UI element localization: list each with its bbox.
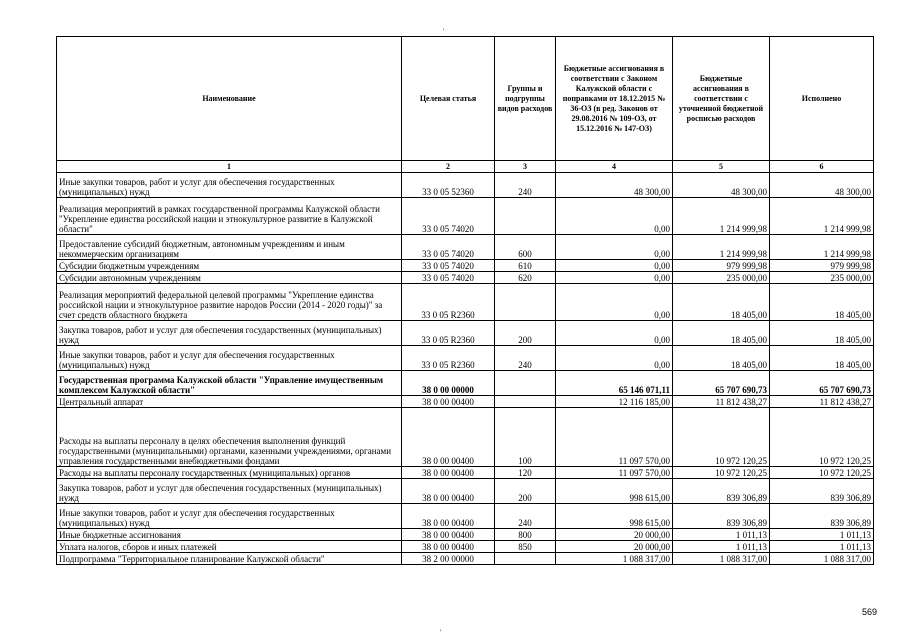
row-target-code: 33 0 05 74020 bbox=[402, 272, 495, 284]
column-number: 4 bbox=[556, 161, 673, 173]
row-list-amount: 1 011,13 bbox=[673, 529, 770, 541]
table-row bbox=[57, 467, 874, 479]
table-row bbox=[57, 396, 874, 408]
row-name: Предоставление субсидий бюджетным, автономным учреждениям и иным некоммерческим организациям bbox=[57, 235, 402, 260]
row-target-code: 33 0 05 R2360 bbox=[402, 346, 495, 371]
row-name: Иные закупки товаров, работ и услуг для обеспечения государственных (муниципальных) нужд bbox=[57, 346, 402, 371]
row-list-amount: 839 306,89 bbox=[673, 504, 770, 529]
table-row bbox=[57, 173, 874, 198]
row-law-amount: 12 116 185,00 bbox=[556, 396, 673, 408]
row-target-code: 33 0 05 R2360 bbox=[402, 284, 495, 321]
row-law-amount: 48 300,00 bbox=[556, 173, 673, 198]
row-law-amount: 0,00 bbox=[556, 284, 673, 321]
row-list-amount: 48 300,00 bbox=[673, 173, 770, 198]
row-executed-amount: 1 011,13 bbox=[770, 529, 874, 541]
table-row bbox=[57, 284, 874, 321]
table-row bbox=[57, 408, 874, 467]
row-name: Центральный аппарат bbox=[57, 396, 402, 408]
row-name: Реализация мероприятий в рамках государственной программы Калужской области "Укрепление единства российской нации и этнокультурное развитие в Калужской области" bbox=[57, 198, 402, 235]
row-name: Расходы на выплаты персоналу в целях обеспечения выполнения функций государственными (муниципальными) органами, казенными учреждениями, органами управления государственными внебюджетными фондами bbox=[57, 408, 402, 467]
row-name: Реализация мероприятий федеральной целевой программы "Укрепление единства российской нации и этнокультурное развитие народов России (2014 - 2020 годы)" за счет средств областного бюджета bbox=[57, 284, 402, 321]
row-expense-group: 610 bbox=[495, 260, 556, 272]
row-law-amount: 0,00 bbox=[556, 272, 673, 284]
row-list-amount: 65 707 690,73 bbox=[673, 371, 770, 396]
row-executed-amount: 48 300,00 bbox=[770, 173, 874, 198]
row-list-amount: 18 405,00 bbox=[673, 284, 770, 321]
row-target-code: 38 0 00 00400 bbox=[402, 408, 495, 467]
row-name: Закупка товаров, работ и услуг для обеспечения государственных (муниципальных) нужд bbox=[57, 479, 402, 504]
row-name: Государственная программа Калужской области "Управление имущественным комплексом Калужской области" bbox=[57, 371, 402, 396]
row-name: Иные закупки товаров, работ и услуг для обеспечения государственных (муниципальных) нужд bbox=[57, 173, 402, 198]
row-list-amount: 18 405,00 bbox=[673, 321, 770, 346]
row-list-amount: 10 972 120,25 bbox=[673, 408, 770, 467]
row-expense-group: 200 bbox=[495, 321, 556, 346]
column-number-row bbox=[57, 161, 874, 173]
header-budget-list-allocations: Бюджетные ассигнования в соответствии с уточненной бюджетной росписью расходов bbox=[673, 37, 770, 161]
row-target-code: 33 0 05 74020 bbox=[402, 198, 495, 235]
scan-speck-top: ' bbox=[443, 27, 445, 36]
row-executed-amount: 235 000,00 bbox=[770, 272, 874, 284]
row-law-amount: 0,00 bbox=[556, 346, 673, 371]
row-target-code: 33 0 05 74020 bbox=[402, 260, 495, 272]
row-law-amount: 0,00 bbox=[556, 321, 673, 346]
row-expense-group: 240 bbox=[495, 504, 556, 529]
row-target-code: 38 0 00 00000 bbox=[402, 371, 495, 396]
row-law-amount: 998 615,00 bbox=[556, 479, 673, 504]
row-executed-amount: 1 214 999,98 bbox=[770, 235, 874, 260]
table-row bbox=[57, 529, 874, 541]
row-law-amount: 20 000,00 bbox=[556, 529, 673, 541]
row-law-amount: 0,00 bbox=[556, 260, 673, 272]
scan-speck-bottom: ' bbox=[440, 628, 442, 637]
row-executed-amount: 18 405,00 bbox=[770, 321, 874, 346]
header-target-article: Целевая статья bbox=[402, 37, 495, 161]
row-list-amount: 18 405,00 bbox=[673, 346, 770, 371]
header-row bbox=[57, 37, 874, 161]
row-executed-amount: 1 088 317,00 bbox=[770, 553, 874, 565]
row-executed-amount: 979 999,98 bbox=[770, 260, 874, 272]
row-name: Субсидии бюджетным учреждениям bbox=[57, 260, 402, 272]
row-name: Закупка товаров, работ и услуг для обеспечения государственных (муниципальных) нужд bbox=[57, 321, 402, 346]
row-target-code: 33 0 05 52360 bbox=[402, 173, 495, 198]
row-expense-group: 800 bbox=[495, 529, 556, 541]
header-name: Наименование bbox=[57, 37, 402, 161]
row-list-amount: 979 999,98 bbox=[673, 260, 770, 272]
row-expense-group bbox=[495, 553, 556, 565]
table-row bbox=[57, 235, 874, 260]
row-target-code: 38 0 00 00400 bbox=[402, 479, 495, 504]
row-executed-amount: 839 306,89 bbox=[770, 504, 874, 529]
header-executed: Исполнено bbox=[770, 37, 874, 161]
row-target-code: 33 0 05 74020 bbox=[402, 235, 495, 260]
row-list-amount: 1 214 999,98 bbox=[673, 235, 770, 260]
row-list-amount: 839 306,89 bbox=[673, 479, 770, 504]
row-list-amount: 10 972 120,25 bbox=[673, 467, 770, 479]
row-law-amount: 11 097 570,00 bbox=[556, 408, 673, 467]
column-number: 6 bbox=[770, 161, 874, 173]
row-list-amount: 1 088 317,00 bbox=[673, 553, 770, 565]
row-executed-amount: 839 306,89 bbox=[770, 479, 874, 504]
row-expense-group: 240 bbox=[495, 346, 556, 371]
row-executed-amount: 11 812 438,27 bbox=[770, 396, 874, 408]
row-law-amount: 998 615,00 bbox=[556, 504, 673, 529]
row-list-amount: 11 812 438,27 bbox=[673, 396, 770, 408]
row-list-amount: 235 000,00 bbox=[673, 272, 770, 284]
row-name: Иные закупки товаров, работ и услуг для обеспечения государственных (муниципальных) нужд bbox=[57, 504, 402, 529]
row-target-code: 38 2 00 00000 bbox=[402, 553, 495, 565]
row-list-amount: 1 011,13 bbox=[673, 541, 770, 553]
table-row bbox=[57, 504, 874, 529]
row-expense-group: 620 bbox=[495, 272, 556, 284]
row-expense-group bbox=[495, 371, 556, 396]
row-expense-group: 850 bbox=[495, 541, 556, 553]
budget-sheet bbox=[56, 36, 873, 565]
budget-table bbox=[56, 36, 874, 565]
row-target-code: 38 0 00 00400 bbox=[402, 504, 495, 529]
row-executed-amount: 1 011,13 bbox=[770, 541, 874, 553]
row-executed-amount: 10 972 120,25 bbox=[770, 408, 874, 467]
row-law-amount: 11 097 570,00 bbox=[556, 467, 673, 479]
row-law-amount: 1 088 317,00 bbox=[556, 553, 673, 565]
row-law-amount: 20 000,00 bbox=[556, 541, 673, 553]
table-row bbox=[57, 371, 874, 396]
row-expense-group bbox=[495, 284, 556, 321]
row-executed-amount: 18 405,00 bbox=[770, 346, 874, 371]
row-name: Уплата налогов, сборов и иных платежей bbox=[57, 541, 402, 553]
column-number: 1 bbox=[57, 161, 402, 173]
table-row bbox=[57, 553, 874, 565]
row-executed-amount: 1 214 999,98 bbox=[770, 198, 874, 235]
row-list-amount: 1 214 999,98 bbox=[673, 198, 770, 235]
table-row bbox=[57, 260, 874, 272]
row-executed-amount: 10 972 120,25 bbox=[770, 467, 874, 479]
row-target-code: 38 0 00 00400 bbox=[402, 467, 495, 479]
row-target-code: 38 0 00 00400 bbox=[402, 529, 495, 541]
row-target-code: 38 0 00 00400 bbox=[402, 541, 495, 553]
row-expense-group: 240 bbox=[495, 173, 556, 198]
table-row bbox=[57, 198, 874, 235]
row-expense-group bbox=[495, 396, 556, 408]
row-executed-amount: 18 405,00 bbox=[770, 284, 874, 321]
row-target-code: 33 0 05 R2360 bbox=[402, 321, 495, 346]
row-expense-group: 200 bbox=[495, 479, 556, 504]
table-body bbox=[57, 173, 874, 565]
row-law-amount: 0,00 bbox=[556, 235, 673, 260]
page-number: 569 bbox=[861, 607, 877, 617]
row-name: Субсидии автономным учреждениям bbox=[57, 272, 402, 284]
table-row bbox=[57, 346, 874, 371]
row-law-amount: 0,00 bbox=[556, 198, 673, 235]
column-number: 5 bbox=[673, 161, 770, 173]
header-law-allocations: Бюджетные ассигнования в соответствии с Законом Калужской области с поправками от 18.12.2015 № 36-ОЗ (в ред. Законов от 29.08.2016 № 109-ОЗ, от 15.12.2016 № 147-ОЗ) bbox=[556, 37, 673, 161]
row-law-amount: 65 146 071,11 bbox=[556, 371, 673, 396]
row-name: Иные бюджетные ассигнования bbox=[57, 529, 402, 541]
column-number: 3 bbox=[495, 161, 556, 173]
row-expense-group: 600 bbox=[495, 235, 556, 260]
row-expense-group: 120 bbox=[495, 467, 556, 479]
table-row bbox=[57, 272, 874, 284]
row-target-code: 38 0 00 00400 bbox=[402, 396, 495, 408]
table-row bbox=[57, 321, 874, 346]
header-expense-groups: Группы и подгруппы видов расходов bbox=[495, 37, 556, 161]
row-name: Расходы на выплаты персоналу государственных (муниципальных) органов bbox=[57, 467, 402, 479]
table-row bbox=[57, 479, 874, 504]
row-expense-group: 100 bbox=[495, 408, 556, 467]
row-expense-group bbox=[495, 198, 556, 235]
row-executed-amount: 65 707 690,73 bbox=[770, 371, 874, 396]
column-number: 2 bbox=[402, 161, 495, 173]
row-name: Подпрограмма "Территориальное планирование Калужской области" bbox=[57, 553, 402, 565]
table-row bbox=[57, 541, 874, 553]
